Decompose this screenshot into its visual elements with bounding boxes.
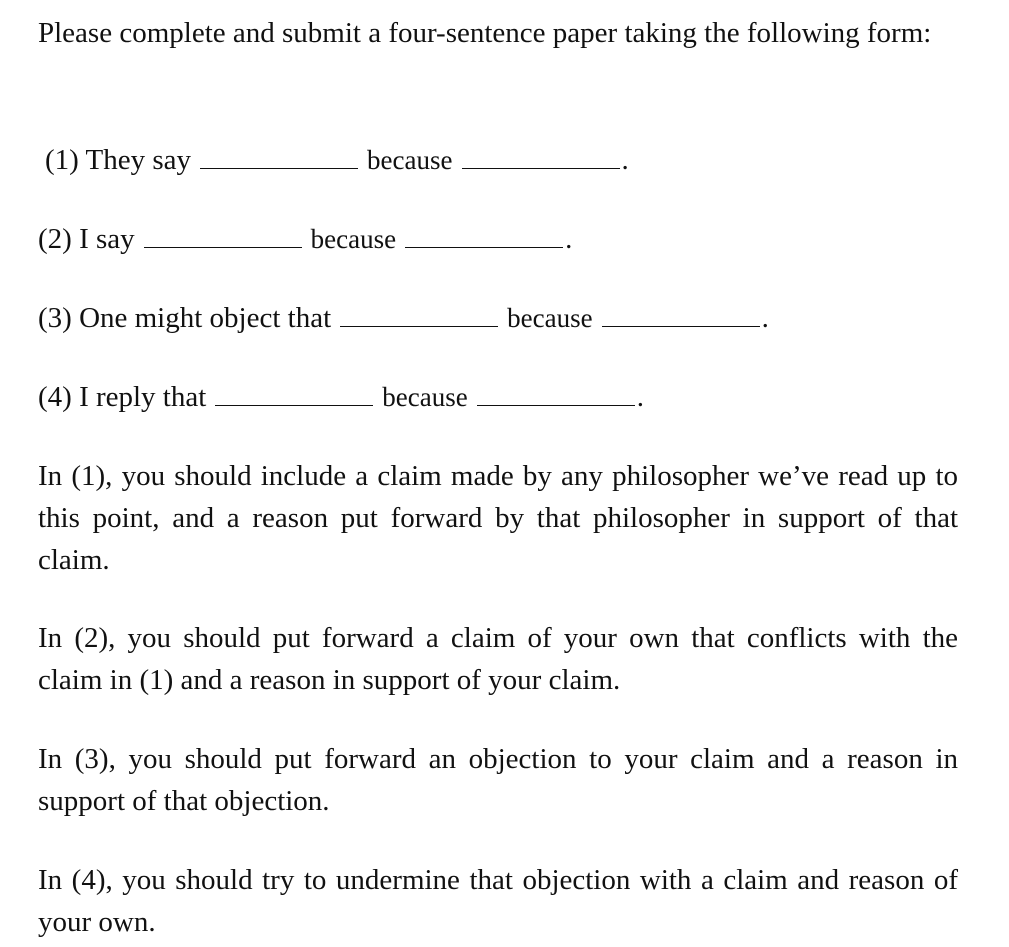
line-end: . — [621, 144, 629, 176]
connector-word: because — [382, 382, 468, 412]
line-prefix: (2) I say — [38, 223, 135, 255]
blank-claim — [144, 225, 302, 248]
line-end: . — [761, 302, 769, 334]
line-prefix: (3) One might object that — [38, 302, 332, 334]
template-line-3 — [38, 298, 769, 338]
blank-reason — [477, 383, 635, 406]
assignment-document — [38, 12, 958, 938]
line-prefix: (1) They say — [45, 144, 192, 176]
template-line-1 — [45, 140, 629, 180]
line-prefix: (4) I reply that — [38, 381, 207, 413]
line-end: . — [636, 381, 644, 413]
blank-claim — [200, 146, 358, 169]
explanation-2: In (2), you should put forward a claim of your own that conflicts with the claim in (1) and a reason in support of your claim. — [38, 622, 958, 696]
blank-claim — [340, 304, 498, 327]
template-line-4 — [38, 377, 644, 417]
explanation-4: In (4), you should try to undermine that objection with a claim and reason of your own. — [38, 864, 958, 938]
blank-reason — [405, 225, 563, 248]
blank-reason — [602, 304, 760, 327]
line-end: . — [565, 223, 573, 255]
connector-word: because — [310, 224, 397, 254]
blank-reason — [462, 146, 620, 169]
blank-claim — [215, 383, 373, 406]
intro-paragraph: Please complete and submit a four-sentence paper taking the following form: — [38, 17, 932, 49]
connector-word: because — [507, 303, 593, 333]
template-line-2 — [38, 219, 572, 259]
explanation-1: In (1), you should include a claim made by any philosopher we’ve read up to this point, and a reason put forward by that philosopher in support of that claim. — [38, 460, 958, 576]
explanation-3: In (3), you should put forward an objection to your claim and a reason in support of that objection. — [38, 743, 958, 817]
connector-word: because — [367, 145, 453, 175]
